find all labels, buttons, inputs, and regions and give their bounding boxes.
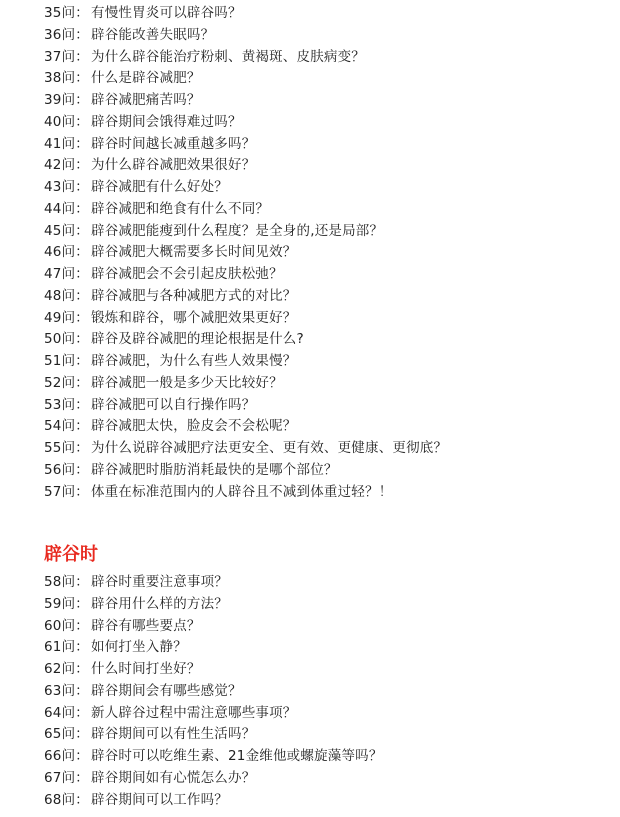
question-text: 辟谷时重要注意事项？ xyxy=(91,574,228,590)
question-item xyxy=(44,177,447,199)
question-item xyxy=(44,199,447,221)
question-item xyxy=(44,47,447,69)
question-number: 36问： xyxy=(44,26,89,43)
question-number: 53问： xyxy=(44,396,89,413)
question-number: 60问： xyxy=(44,617,89,634)
question-text: 体重在标准范围内的人辟谷且不减到体重过轻？！ xyxy=(91,483,393,500)
question-number: 44问： xyxy=(44,200,89,217)
question-text: 辟谷减肥太快，脸皮会不会松呢？ xyxy=(91,418,297,435)
question-text: 辟谷期间可以有性生活吗？ xyxy=(91,726,256,743)
question-text: 辟谷期间会有哪些感觉？ xyxy=(91,682,242,699)
section-heading: 辟谷时 xyxy=(44,544,98,565)
question-text: 辟谷减肥大概需要多长时间见效？ xyxy=(91,244,297,261)
question-number: 55问： xyxy=(44,440,89,456)
question-number: 37问： xyxy=(44,48,89,65)
question-item xyxy=(44,746,383,768)
question-text: 为什么辟谷减肥效果很好？ xyxy=(91,157,256,174)
question-item xyxy=(44,724,383,746)
question-text: 辟谷时可以吃维生素、21金维他或螺旋藻等吗？ xyxy=(91,748,383,764)
question-number: 58问： xyxy=(44,574,89,590)
question-item xyxy=(44,703,383,725)
question-number: 41问： xyxy=(44,135,89,152)
question-item xyxy=(44,438,447,460)
question-item xyxy=(44,482,447,504)
question-list-section-2 xyxy=(44,572,383,811)
question-number: 45问： xyxy=(44,222,89,239)
question-number: 46问： xyxy=(44,244,89,261)
question-text: 辟谷能改善失眠吗？ xyxy=(91,26,215,43)
question-item xyxy=(44,373,447,395)
question-text: 辟谷期间可以工作吗？ xyxy=(91,791,228,808)
question-list-section-1 xyxy=(44,3,447,503)
question-number: 68问： xyxy=(44,791,89,808)
question-number: 62问： xyxy=(44,661,89,677)
question-number: 38问： xyxy=(44,70,89,87)
question-text: 如何打坐入静？ xyxy=(91,639,187,656)
question-number: 51问： xyxy=(44,353,89,369)
question-text: 辟谷减肥会不会引起皮肤松弛？ xyxy=(91,266,283,282)
question-number: 42问： xyxy=(44,157,89,174)
question-number: 59问： xyxy=(44,595,89,612)
question-text: 辟谷减肥时脂肪消耗最快的是哪个部位？ xyxy=(91,461,338,478)
question-item xyxy=(44,768,383,790)
question-item xyxy=(44,395,447,417)
question-text: 辟谷减肥痛苦吗？ xyxy=(91,92,201,108)
question-item xyxy=(44,460,447,482)
question-item xyxy=(44,616,383,638)
question-number: 35问： xyxy=(44,5,89,21)
question-item xyxy=(44,351,447,373)
question-number: 63问： xyxy=(44,682,89,699)
question-number: 50问： xyxy=(44,331,89,348)
question-text: 有慢性胃炎可以辟谷吗？ xyxy=(91,5,242,21)
question-number: 40问： xyxy=(44,113,89,130)
question-text: 辟谷期间如有心慌怎么办？ xyxy=(91,769,256,786)
question-number: 54问： xyxy=(44,418,89,435)
question-text: 辟谷用什么样的方法？ xyxy=(91,595,228,612)
question-text: 辟谷减肥与各种减肥方式的对比？ xyxy=(91,287,297,304)
question-text: 辟谷减肥有什么好处？ xyxy=(91,179,228,195)
question-text: 新人辟谷过程中需注意哪些事项？ xyxy=(91,704,297,721)
question-item xyxy=(44,242,447,264)
question-number: 56问： xyxy=(44,461,89,478)
question-text: 辟谷期间会饿得难过吗？ xyxy=(91,113,242,130)
question-text: 锻炼和辟谷，哪个减肥效果更好？ xyxy=(91,309,297,326)
question-number: 43问： xyxy=(44,179,89,195)
question-text: 为什么辟谷能治疗粉刺、黄褐斑、皮肤病变？ xyxy=(91,48,365,65)
question-item xyxy=(44,681,383,703)
question-item xyxy=(44,25,447,47)
question-number: 66问： xyxy=(44,748,89,764)
question-item xyxy=(44,637,383,659)
question-text: 辟谷减肥和绝食有什么不同？ xyxy=(91,200,270,217)
question-number: 52问： xyxy=(44,374,89,391)
question-item xyxy=(44,90,447,112)
question-item xyxy=(44,659,383,681)
question-item xyxy=(44,594,383,616)
question-item xyxy=(44,3,447,25)
question-text: 辟谷有哪些要点？ xyxy=(91,617,201,634)
question-number: 67问： xyxy=(44,769,89,786)
question-number: 61问： xyxy=(44,639,89,656)
question-text: 什么时间打坐好？ xyxy=(91,661,201,677)
question-text: 辟谷减肥，为什么有些人效果慢？ xyxy=(91,353,297,369)
question-text: 辟谷减肥可以自行操作吗？ xyxy=(91,396,256,413)
question-item xyxy=(44,416,447,438)
question-item xyxy=(44,112,447,134)
question-text: 辟谷减肥一般是多少天比较好？ xyxy=(91,374,283,391)
question-text: 辟谷减肥能瘦到什么程度？是全身的,还是局部？ xyxy=(91,222,384,239)
question-item xyxy=(44,221,447,243)
question-number: 39问： xyxy=(44,92,89,108)
question-text: 辟谷及辟谷减肥的理论根据是什么? xyxy=(91,331,304,348)
question-item xyxy=(44,790,383,812)
question-item xyxy=(44,572,383,594)
question-number: 57问： xyxy=(44,483,89,500)
question-item xyxy=(44,286,447,308)
question-text: 为什么说辟谷减肥疗法更安全、更有效、更健康、更彻底？ xyxy=(91,440,448,456)
question-item xyxy=(44,329,447,351)
question-text: 什么是辟谷减肥？ xyxy=(91,70,201,87)
question-number: 49问： xyxy=(44,309,89,326)
question-number: 65问： xyxy=(44,726,89,743)
question-item xyxy=(44,308,447,330)
question-item xyxy=(44,134,447,156)
question-item xyxy=(44,155,447,177)
question-item xyxy=(44,264,447,286)
question-number: 48问： xyxy=(44,287,89,304)
question-number: 47问： xyxy=(44,266,89,282)
question-item xyxy=(44,68,447,90)
question-number: 64问： xyxy=(44,704,89,721)
question-text: 辟谷时间越长减重越多吗？ xyxy=(91,135,256,152)
